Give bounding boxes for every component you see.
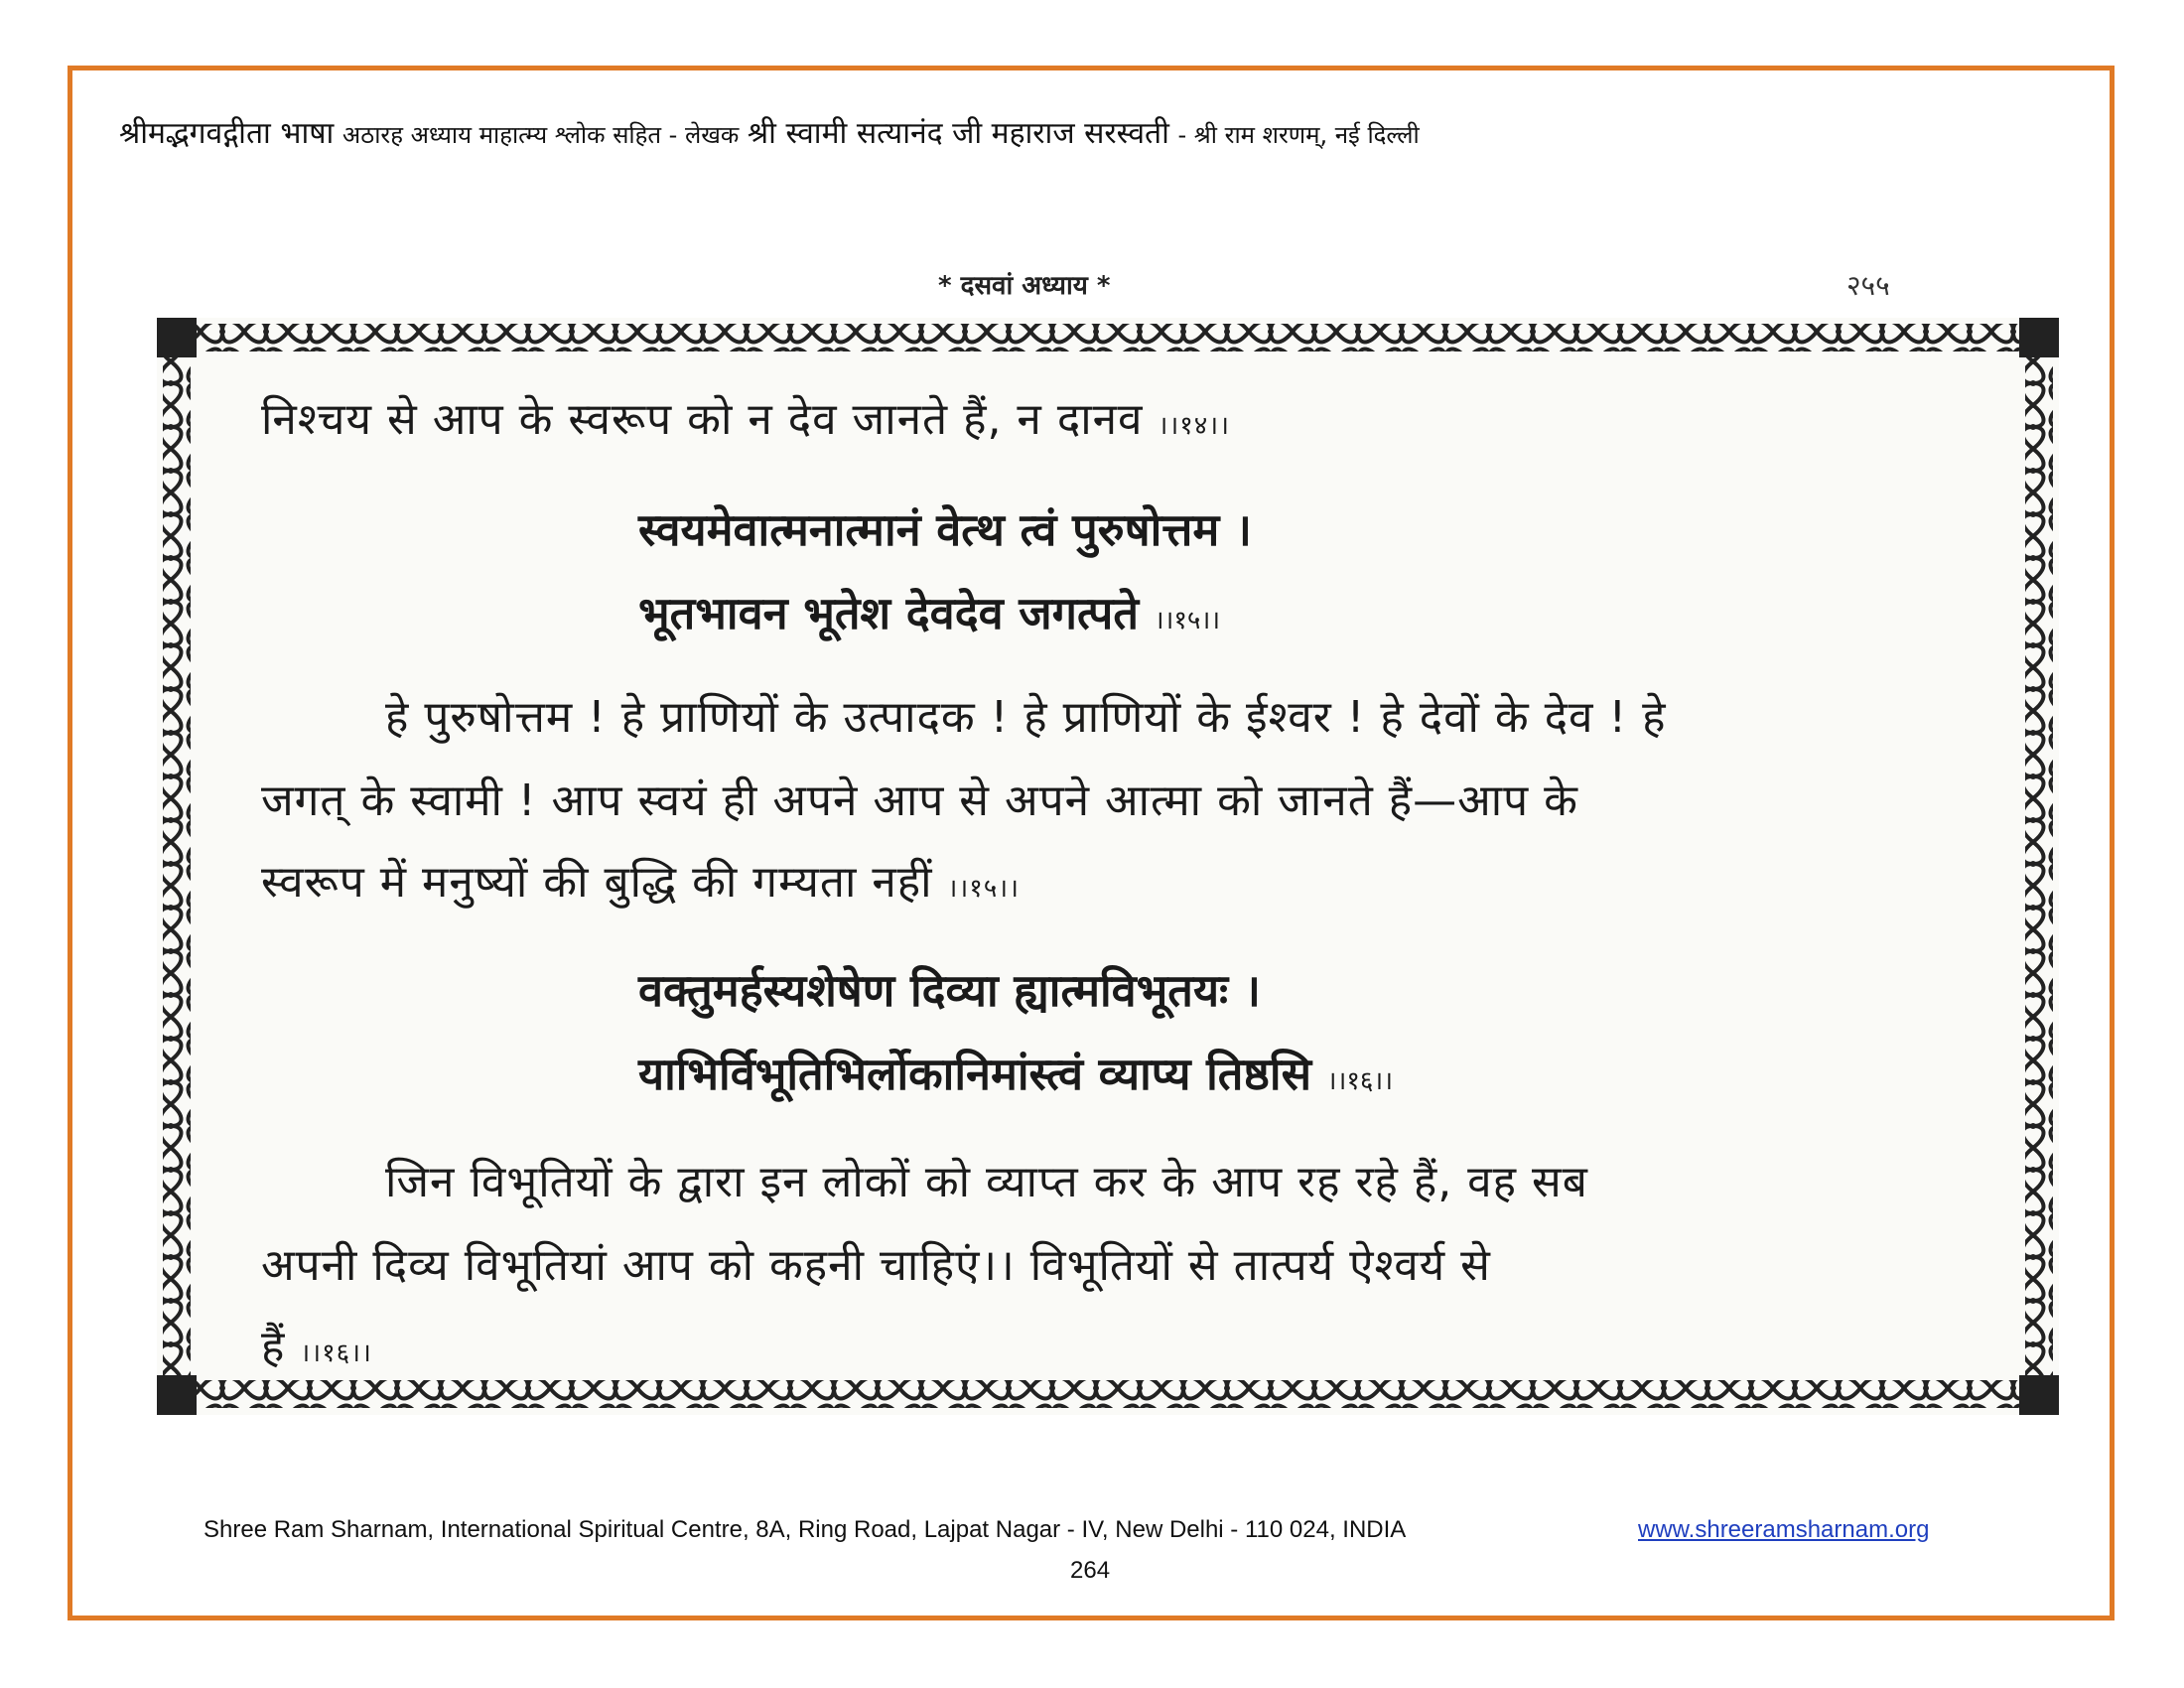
header-title: श्रीमद्भगवद्गीता भाषा	[119, 116, 335, 151]
verse-number: ।।१४।।	[1158, 411, 1230, 441]
sanskrit-verse-line: भूतभावन भूतेश देवदेव जगत्पते ।।१५।।	[638, 587, 1221, 639]
footer-page-number: 264	[1070, 1557, 1111, 1584]
running-head: * दसवां अध्याय *	[938, 271, 1111, 301]
prose-line: हैं ।।१६।।	[261, 1322, 372, 1372]
verse-number: ।।१५।।	[1154, 606, 1221, 635]
header-subtitle: अठारह अध्याय माहात्म्य श्लोक सहित - लेखक	[341, 121, 740, 149]
footer-address: Shree Ram Sharnam, International Spiritual Centre, 8A, Ring Road, Lajpat Nagar - IV, New Delhi - 110 024, INDIA	[204, 1516, 1407, 1543]
prose-line: निश्चय से आप के स्वरूप को न देव जानते हैं, न दानव ।।१४।।	[261, 394, 1230, 445]
prose-line: जिन विभूतियों के द्वारा इन लोकों को व्याप्त कर के आप रह रहे हैं, वह सब	[385, 1157, 1588, 1207]
book-page-number: २५५	[1846, 269, 1890, 302]
scanned-page	[149, 266, 2073, 1426]
ornamental-frame	[157, 318, 2059, 1415]
header-publisher: - श्री राम शरणम्, नई दिल्ली	[1177, 121, 1420, 149]
sanskrit-verse-line: स्वयमेवात्मनात्मानं वेत्थ त्वं पुरुषोत्तम ।	[638, 503, 1252, 556]
verse-number: ।।१६।।	[300, 1338, 372, 1368]
verse-number: ।।१६।।	[1326, 1066, 1394, 1096]
sanskrit-verse-line: वक्तुमर्हस्यशेषेण दिव्या ह्यात्मविभूतयः ।	[638, 964, 1261, 1017]
prose-line: हे पुरुषोत्तम ! हे प्राणियों के उत्पादक ! हे प्राणियों के ईश्वर ! हे देवों के देव ! हे	[385, 692, 1667, 743]
header-author: श्री स्वामी सत्यानंद जी महाराज सरस्वती	[747, 116, 1169, 151]
prose-line: स्वरूप में मनुष्यों की बुद्धि की गम्यता नहीं ।।१५।।	[261, 857, 1021, 908]
page-header	[119, 111, 2065, 161]
sanskrit-verse-line: याभिर्विभूतिभिर्लोकानिमांस्त्वं व्याप्य तिष्ठसि ।।१६।।	[638, 1048, 1394, 1100]
verse-number: ।।१५।।	[947, 874, 1021, 904]
prose-line: अपनी दिव्य विभूतियां आप को कहनी चाहिएं।। विभूतियों से तात्पर्य ऐश्वर्य से	[261, 1240, 1491, 1291]
prose-line: जगत् के स्वामी ! आप स्वयं ही अपने आप से अपने आत्मा को जानते हैं—आप के	[261, 775, 1578, 826]
footer-website-link[interactable]: www.shreeramsharnam.org	[1638, 1516, 1930, 1543]
